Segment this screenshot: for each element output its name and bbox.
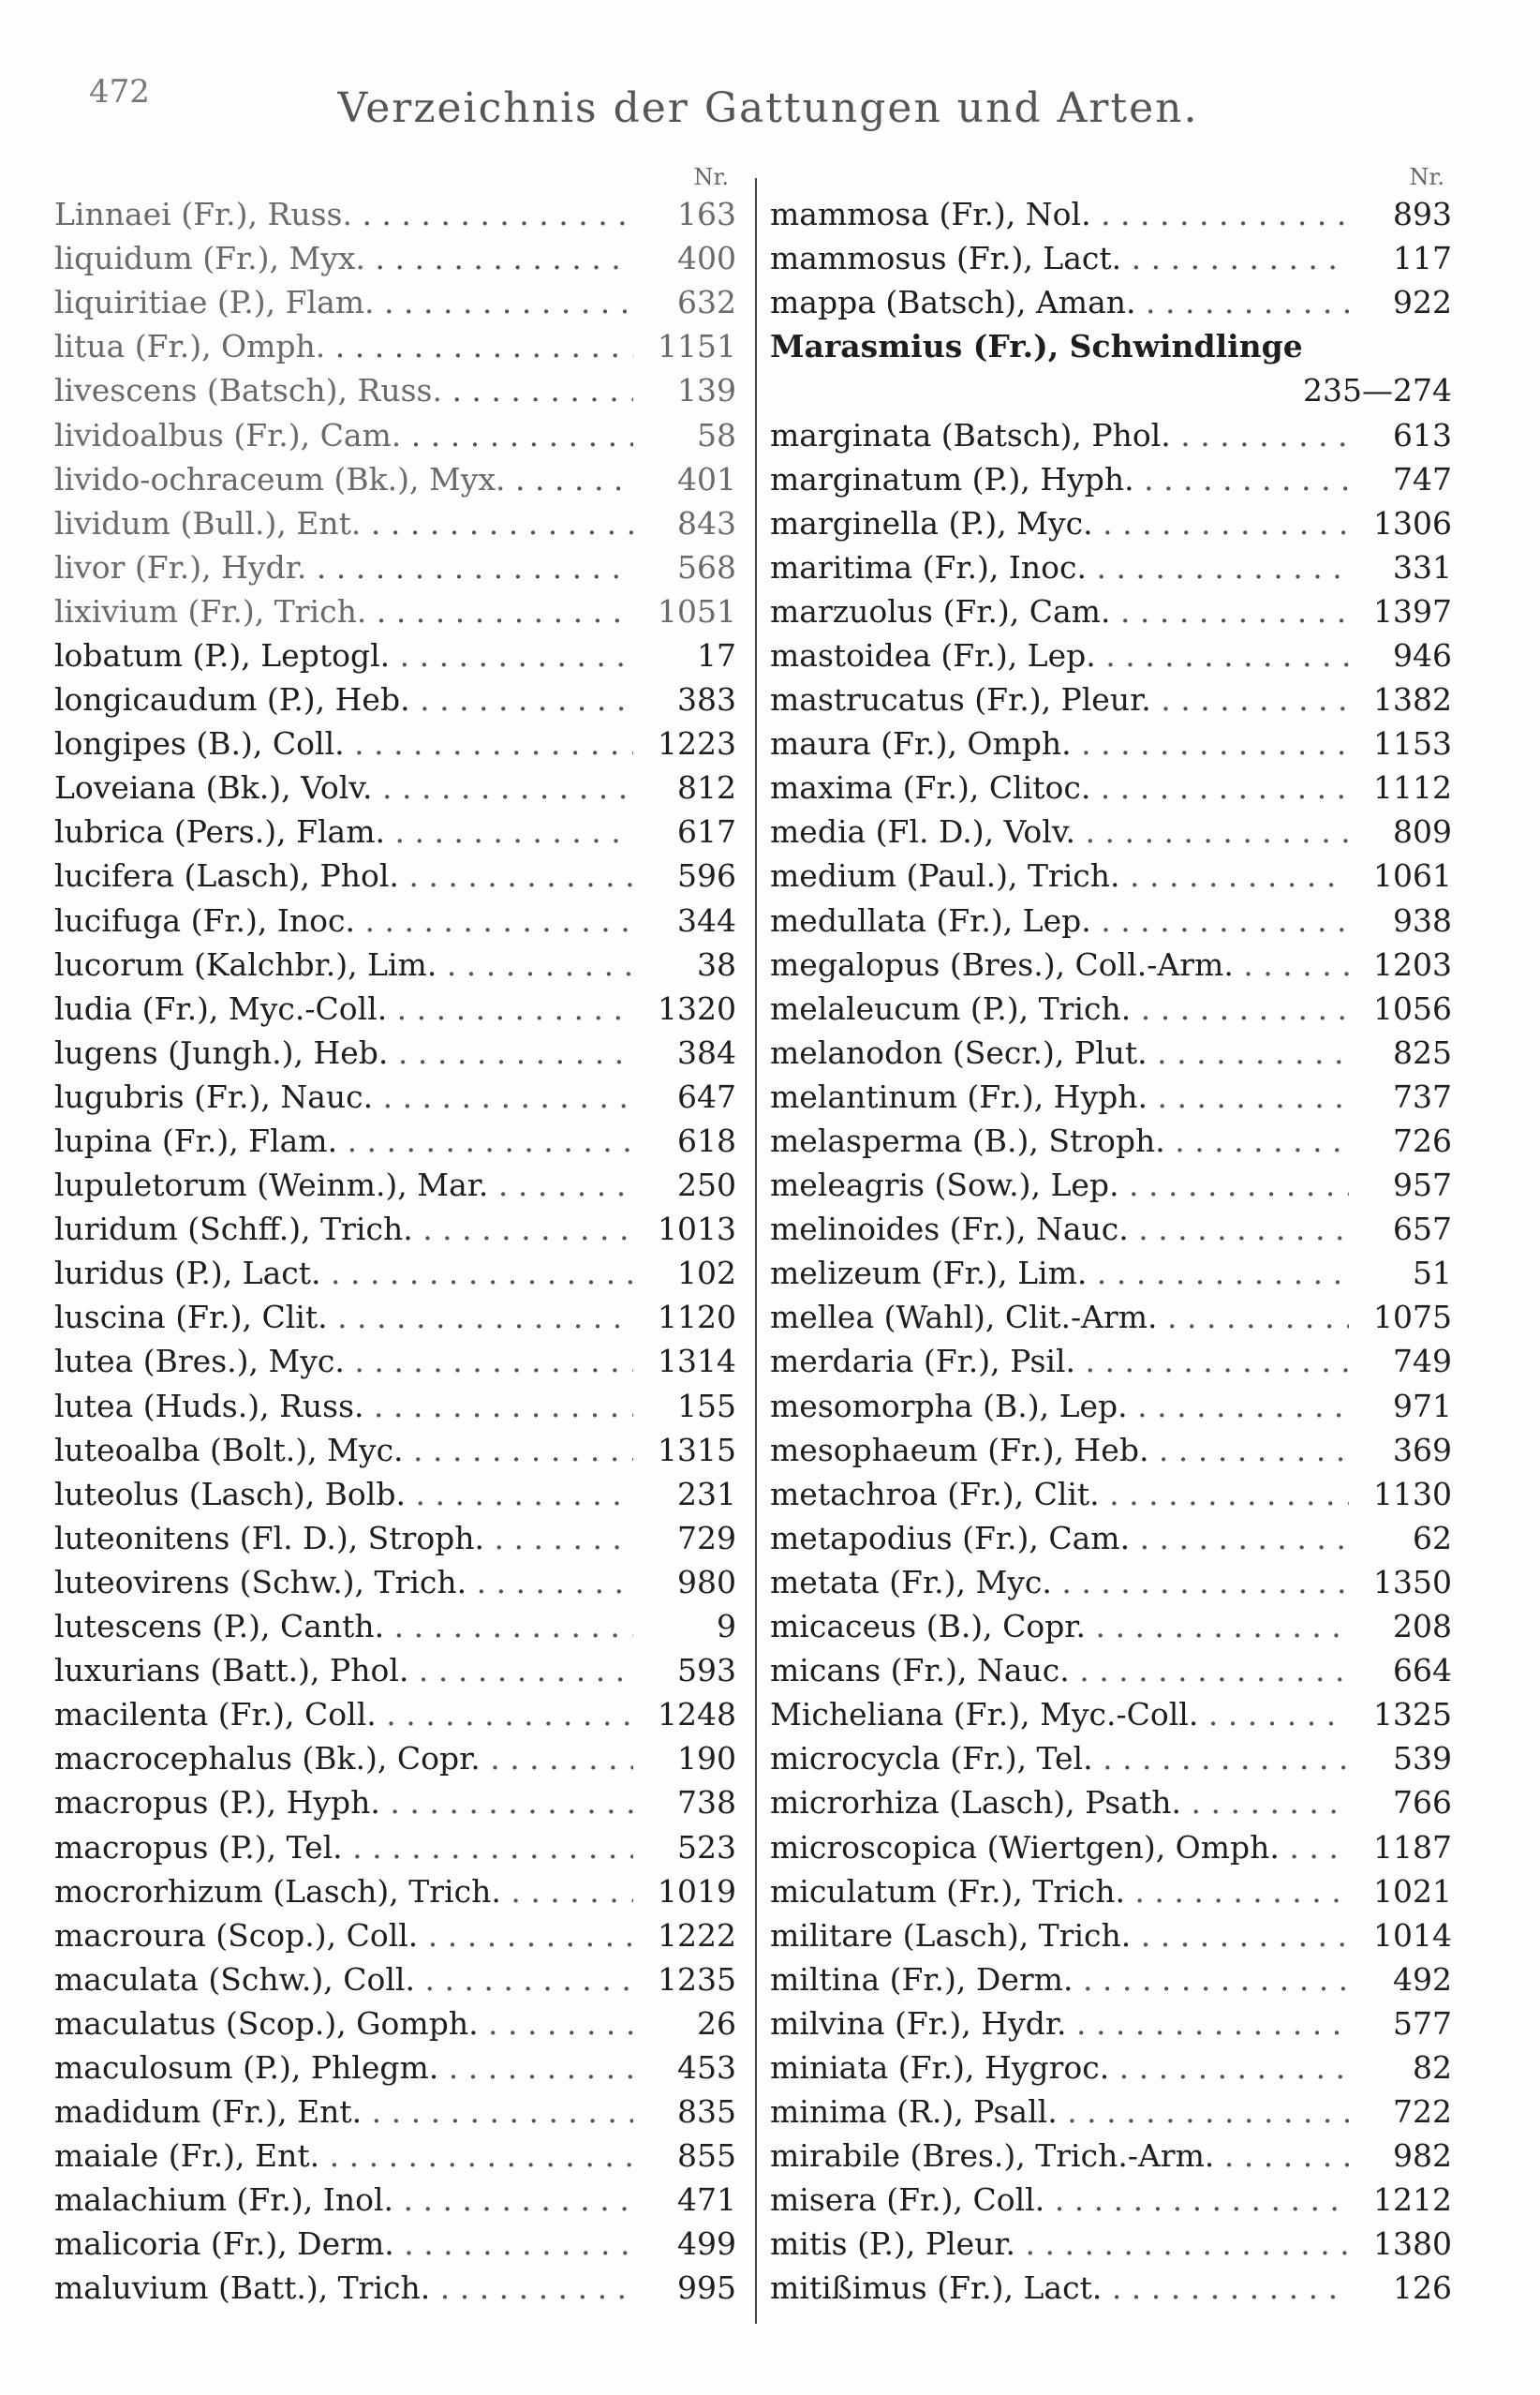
entry-name: luteolus (Lasch), Bolb. . . . xyxy=(54,1476,633,1512)
entry-name: mappa (Batsch), Aman. . . . xyxy=(770,284,1349,320)
left-column-header xyxy=(54,164,748,192)
entry-name: macrocephalus (Bk.), Copr. . . . xyxy=(54,1740,633,1777)
entry-number: 126 xyxy=(1393,2269,1452,2307)
entry-number: 613 xyxy=(1393,416,1452,454)
index-entry xyxy=(54,2266,748,2310)
entry-name: lucifera (Lasch), Phol. . . . xyxy=(54,857,633,894)
entry-name: melaleucum (P.), Trich. . . . xyxy=(770,990,1349,1027)
entry-name: ludia (Fr.), Myc.-Coll. . . . xyxy=(54,990,633,1027)
entry-number: 938 xyxy=(1393,901,1452,939)
entry-name: mirabile (Bres.), Trich.-Arm. . . . xyxy=(770,2137,1349,2174)
index-entry xyxy=(770,545,1463,589)
entry-name: malicoria (Fr.), Derm. . . . xyxy=(54,2225,633,2262)
index-entry xyxy=(770,987,1463,1031)
index-entry xyxy=(54,280,748,324)
entry-number: 163 xyxy=(677,196,736,233)
entry-name: livescens (Batsch), Russ. . . . xyxy=(54,372,633,409)
genus-heading xyxy=(770,324,1463,368)
index-entry xyxy=(770,1869,1463,1913)
index-entry xyxy=(54,1869,748,1913)
entry-number: 1315 xyxy=(658,1431,736,1468)
entry-number: 369 xyxy=(1393,1431,1452,1468)
index-entry xyxy=(770,1295,1463,1339)
entry-number: 1153 xyxy=(1373,725,1452,763)
entry-number: 1325 xyxy=(1373,1696,1452,1733)
index-entry xyxy=(54,1648,748,1692)
index-entry xyxy=(770,589,1463,633)
index-entry xyxy=(54,589,748,633)
entry-number: 664 xyxy=(1393,1652,1452,1689)
index-entry xyxy=(770,2178,1463,2222)
index-entry xyxy=(54,2001,748,2045)
entry-number: 618 xyxy=(677,1123,736,1160)
entry-name: luteoalba (Bolt.), Myc. . . . xyxy=(54,1432,633,1468)
entry-name: macropus (P.), Tel. . . . xyxy=(54,1829,633,1866)
entry-number: 102 xyxy=(677,1255,736,1292)
entry-number: 208 xyxy=(1393,1608,1452,1645)
entry-name: luridus (P.), Lact. . . . xyxy=(54,1255,633,1291)
entry-number: 812 xyxy=(677,769,736,807)
entry-number: 1130 xyxy=(1373,1475,1452,1512)
entry-name: mitißimus (Fr.), Lact. . . . xyxy=(770,2269,1349,2306)
entry-number: 1112 xyxy=(1373,769,1452,807)
index-entry xyxy=(54,1516,748,1560)
entry-number: 1235 xyxy=(658,1960,736,1998)
entry-name: minima (R.), Psall. . . . xyxy=(770,2093,1349,2130)
entry-name: maculosum (P.), Phlegm. . . . xyxy=(54,2049,633,2086)
entry-number: 843 xyxy=(677,504,736,542)
entry-name: mammosa (Fr.), Nol. . . . xyxy=(770,196,1349,232)
index-entry xyxy=(770,1560,1463,1604)
index-entry xyxy=(54,2222,748,2266)
index-entry xyxy=(54,1428,748,1472)
nr-label: Nr. xyxy=(693,164,729,190)
right-column-header xyxy=(770,164,1463,192)
index-entry xyxy=(54,412,748,456)
entry-name: lividum (Bull.), Ent. . . . xyxy=(54,505,633,542)
entry-number: 1306 xyxy=(1373,504,1452,542)
entry-number: 855 xyxy=(677,2137,736,2175)
entry-name: Micheliana (Fr.), Myc.-Coll. . . . xyxy=(770,1696,1349,1733)
entry-name: macroura (Scop.), Coll. . . . xyxy=(54,1917,633,1954)
entry-name: lubrica (Pers.), Flam. . . . xyxy=(54,813,633,850)
entry-name: melantinum (Fr.), Hyph. . . . xyxy=(770,1078,1349,1115)
entry-number: 893 xyxy=(1393,196,1452,233)
index-entry xyxy=(770,192,1463,236)
entry-number: 384 xyxy=(677,1034,736,1071)
entry-name: luteovirens (Schw.), Trich. . . . xyxy=(54,1564,633,1600)
entry-number: 1075 xyxy=(1373,1299,1452,1336)
entry-number: 1014 xyxy=(1373,1916,1452,1954)
entry-number: 747 xyxy=(1393,460,1452,498)
entry-name: lucorum (Kalchbr.), Lim. . . . xyxy=(54,946,633,983)
index-entry xyxy=(54,545,748,589)
index-entry xyxy=(770,899,1463,943)
entry-number: 729 xyxy=(677,1519,736,1556)
index-entry xyxy=(770,1472,1463,1516)
entry-number: 593 xyxy=(677,1652,736,1689)
entry-name: metapodius (Fr.), Cam. . . . xyxy=(770,1520,1349,1556)
index-entry xyxy=(770,1516,1463,1560)
entry-number: 722 xyxy=(1393,2093,1452,2131)
entry-name: marginata (Batsch), Phol. . . . xyxy=(770,417,1349,454)
entry-number: 1380 xyxy=(1373,2225,1452,2263)
entry-name: lucifuga (Fr.), Inoc. . . . xyxy=(54,902,633,939)
entry-name: miculatum (Fr.), Trich. . . . xyxy=(770,1873,1349,1910)
entry-number: 250 xyxy=(677,1167,736,1204)
entry-number: 155 xyxy=(677,1387,736,1424)
entry-name: Linnaei (Fr.), Russ. . . . xyxy=(54,196,633,232)
index-entry xyxy=(770,677,1463,721)
page-number: 472 xyxy=(89,73,150,111)
index-entry xyxy=(770,2090,1463,2134)
right-entry-list-before xyxy=(770,192,1463,324)
entry-name: medium (Paul.), Trich. . . . xyxy=(770,857,1349,894)
entry-name: longipes (B.), Coll. . . . xyxy=(54,725,633,762)
entry-name: liquidum (Fr.), Myx. . . . xyxy=(54,240,633,276)
index-entry xyxy=(770,1736,1463,1780)
entry-name: maxima (Fr.), Clitoc. . . . xyxy=(770,769,1349,806)
index-entry xyxy=(770,633,1463,677)
entry-number: 1151 xyxy=(658,328,736,365)
entry-name: litua (Fr.), Omph. . . . xyxy=(54,328,633,364)
entry-name: marzuolus (Fr.), Cam. . . . xyxy=(770,593,1349,630)
entry-name: lutescens (P.), Canth. . . . xyxy=(54,1608,633,1644)
entry-name: microcycla (Fr.), Tel. . . . xyxy=(770,1740,1349,1777)
entry-name: madidum (Fr.), Ent. . . . xyxy=(54,2093,633,2130)
entry-name: macilenta (Fr.), Coll. . . . xyxy=(54,1696,633,1733)
left-column xyxy=(54,164,748,2311)
entry-name: lupina (Fr.), Flam. . . . xyxy=(54,1123,633,1159)
entry-number: 726 xyxy=(1393,1123,1452,1160)
entry-name: melanodon (Secr.), Plut. . . . xyxy=(770,1034,1349,1071)
entry-number: 971 xyxy=(1393,1387,1452,1424)
index-entry xyxy=(770,943,1463,987)
index-entry xyxy=(770,2045,1463,2090)
index-entry xyxy=(54,1339,748,1383)
entry-name: lobatum (P.), Leptogl. . . . xyxy=(54,637,633,674)
entry-number: 946 xyxy=(1393,636,1452,674)
entry-number: 825 xyxy=(1393,1034,1452,1071)
entry-number: 738 xyxy=(677,1784,736,1822)
entry-number: 1056 xyxy=(1373,989,1452,1027)
entry-name: melasperma (B.), Stroph. . . . xyxy=(770,1123,1349,1159)
entry-number: 139 xyxy=(677,372,736,409)
column-divider xyxy=(755,178,757,2324)
index-entry xyxy=(54,810,748,854)
index-entry xyxy=(770,501,1463,545)
index-entry xyxy=(770,1075,1463,1119)
index-entry xyxy=(54,677,748,721)
entry-name: luridum (Schff.), Trich. . . . xyxy=(54,1211,633,1247)
index-entry xyxy=(54,1913,748,1957)
entry-number: 1314 xyxy=(658,1343,736,1380)
index-entry xyxy=(54,1780,748,1824)
entry-number: 737 xyxy=(1393,1078,1452,1115)
entry-number: 331 xyxy=(1393,548,1452,586)
entry-number: 1061 xyxy=(1373,857,1452,895)
entry-number: 1397 xyxy=(1373,592,1452,630)
entry-name: luscina (Fr.), Clit. . . . xyxy=(54,1299,633,1335)
entry-name: livor (Fr.), Hydr. . . . xyxy=(54,549,633,586)
entry-name: melizeum (Fr.), Lim. . . . xyxy=(770,1255,1349,1291)
entry-name: malachium (Fr.), Inol. . . . xyxy=(54,2181,633,2218)
index-entry xyxy=(54,1472,748,1516)
index-entry xyxy=(54,1031,748,1075)
entry-name: media (Fl. D.), Volv. . . . xyxy=(770,813,1349,850)
genus-range: 235—274 xyxy=(1303,372,1452,409)
entry-number: 577 xyxy=(1393,2004,1452,2042)
entry-name: maiale (Fr.), Ent. . . . xyxy=(54,2137,633,2174)
entry-number: 1013 xyxy=(658,1211,736,1248)
index-entry xyxy=(54,766,748,810)
entry-name: mastoidea (Fr.), Lep. . . . xyxy=(770,637,1349,674)
index-entry xyxy=(54,1251,748,1295)
entry-number: 1187 xyxy=(1373,1828,1452,1866)
entry-name: microscopica (Wiertgen), Omph. . . . xyxy=(770,1829,1349,1866)
index-entry xyxy=(770,1692,1463,1736)
entry-number: 492 xyxy=(1393,1960,1452,1998)
entry-number: 1382 xyxy=(1373,681,1452,719)
entry-name: livido-ochraceum (Bk.), Myx. . . . xyxy=(54,461,633,498)
nr-label: Nr. xyxy=(1409,164,1444,190)
entry-number: 647 xyxy=(677,1078,736,1115)
entry-number: 980 xyxy=(677,1563,736,1600)
entry-name: metata (Fr.), Myc. . . . xyxy=(770,1564,1349,1600)
index-entry xyxy=(770,1207,1463,1251)
index-entry xyxy=(54,1207,748,1251)
entry-name: mesomorpha (B.), Lep. . . . xyxy=(770,1388,1349,1424)
entry-number: 995 xyxy=(677,2269,736,2307)
entry-name: maritima (Fr.), Inoc. . . . xyxy=(770,549,1349,586)
entry-number: 453 xyxy=(677,2048,736,2086)
entry-name: macropus (P.), Hyph. . . . xyxy=(54,1784,633,1821)
entry-number: 117 xyxy=(1393,240,1452,277)
entry-name: mesophaeum (Fr.), Heb. . . . xyxy=(770,1432,1349,1468)
index-entry xyxy=(770,1913,1463,1957)
entry-number: 17 xyxy=(697,636,736,674)
entry-name: megalopus (Bres.), Coll.-Arm. . . . xyxy=(770,946,1349,983)
index-entry xyxy=(54,1736,748,1780)
entry-number: 62 xyxy=(1413,1519,1452,1556)
index-entry xyxy=(770,1824,1463,1868)
index-entry xyxy=(770,2134,1463,2178)
entry-number: 766 xyxy=(1393,1784,1452,1822)
entry-name: marginatum (P.), Hyph. . . . xyxy=(770,461,1349,498)
index-entry xyxy=(770,1119,1463,1163)
entry-name: liquiritiae (P.), Flam. . . . xyxy=(54,284,633,320)
entry-number: 617 xyxy=(677,813,736,851)
right-entry-list-after xyxy=(770,412,1463,2310)
index-entry xyxy=(54,324,748,368)
index-entry xyxy=(770,721,1463,766)
running-title: Verzeichnis der Gattungen und Arten. xyxy=(337,84,1199,132)
entry-number: 344 xyxy=(677,901,736,939)
entry-number: 38 xyxy=(697,945,736,983)
index-entry xyxy=(770,810,1463,854)
index-entry xyxy=(54,1075,748,1119)
index-entry xyxy=(770,2266,1463,2310)
index-entry xyxy=(770,412,1463,456)
index-entry xyxy=(770,1384,1463,1428)
index-entry xyxy=(54,854,748,898)
entry-name: lugens (Jungh.), Heb. . . . xyxy=(54,1034,633,1071)
index-entry xyxy=(770,2222,1463,2266)
index-entry xyxy=(54,1957,748,2001)
entry-name: metachroa (Fr.), Clit. . . . xyxy=(770,1476,1349,1512)
index-entry xyxy=(54,2090,748,2134)
index-entry xyxy=(770,1339,1463,1383)
entry-name: lugubris (Fr.), Nauc. . . . xyxy=(54,1078,633,1115)
entry-number: 383 xyxy=(677,681,736,719)
entry-number: 499 xyxy=(677,2225,736,2263)
index-entry xyxy=(54,1604,748,1648)
entry-name: merdaria (Fr.), Psil. . . . xyxy=(770,1343,1349,1379)
entry-name: micaceus (B.), Copr. . . . xyxy=(770,1608,1349,1644)
index-entry xyxy=(54,1295,748,1339)
entry-number: 51 xyxy=(1413,1255,1452,1292)
index-entry xyxy=(54,457,748,501)
index-entry xyxy=(54,721,748,766)
index-entry xyxy=(770,1428,1463,1472)
entry-name: lupuletorum (Weinm.), Mar. . . . xyxy=(54,1167,633,1203)
index-entry xyxy=(54,2134,748,2178)
entry-number: 1051 xyxy=(658,592,736,630)
entry-name: misera (Fr.), Coll. . . . xyxy=(770,2181,1349,2218)
entry-name: microrhiza (Lasch), Psath. . . . xyxy=(770,1784,1349,1821)
entry-number: 1212 xyxy=(1373,2181,1452,2219)
index-entry xyxy=(770,1780,1463,1824)
entry-name: lutea (Bres.), Myc. . . . xyxy=(54,1343,633,1379)
entry-name: luxurians (Batt.), Phol. . . . xyxy=(54,1652,633,1688)
index-entry xyxy=(54,987,748,1031)
entry-number: 231 xyxy=(677,1475,736,1512)
index-entry xyxy=(770,1604,1463,1648)
entry-name: milvina (Fr.), Hydr. . . . xyxy=(770,2005,1349,2042)
entry-name: micans (Fr.), Nauc. . . . xyxy=(770,1652,1349,1688)
entry-name: Loveiana (Bk.), Volv. . . . xyxy=(54,769,633,806)
index-entry xyxy=(770,766,1463,810)
index-entry xyxy=(54,236,748,280)
entry-number: 1223 xyxy=(658,725,736,763)
entry-number: 26 xyxy=(697,2004,736,2042)
index-entry xyxy=(770,280,1463,324)
index-entry xyxy=(54,1384,748,1428)
entry-name: maluvium (Batt.), Trich. . . . xyxy=(54,2269,633,2306)
index-entry xyxy=(770,2001,1463,2045)
index-entry xyxy=(770,236,1463,280)
index-entry xyxy=(770,854,1463,898)
index-entry xyxy=(770,1957,1463,2001)
index-entry xyxy=(54,1163,748,1207)
entry-number: 1021 xyxy=(1373,1872,1452,1910)
entry-number: 568 xyxy=(677,548,736,586)
entry-number: 1320 xyxy=(658,989,736,1027)
entry-name: lixivium (Fr.), Trich. . . . xyxy=(54,593,633,630)
index-entry xyxy=(770,1648,1463,1692)
entry-name: melinoides (Fr.), Nauc. . . . xyxy=(770,1211,1349,1247)
entry-number: 82 xyxy=(1413,2048,1452,2086)
entry-number: 1019 xyxy=(658,1872,736,1910)
entry-name: marginella (P.), Myc. . . . xyxy=(770,505,1349,542)
entry-name: mellea (Wahl), Clit.-Arm. . . . xyxy=(770,1299,1349,1335)
index-entry xyxy=(54,368,748,412)
page-header xyxy=(89,73,1447,132)
entry-number: 9 xyxy=(717,1608,736,1645)
entry-number: 1120 xyxy=(658,1299,736,1336)
entry-number: 957 xyxy=(1393,1167,1452,1204)
index-entry xyxy=(54,1560,748,1604)
entry-name: mitis (P.), Pleur. . . . xyxy=(770,2225,1349,2262)
index-entry xyxy=(54,2045,748,2090)
entry-number: 471 xyxy=(677,2181,736,2219)
entry-number: 1222 xyxy=(658,1916,736,1954)
entry-name: maura (Fr.), Omph. . . . xyxy=(770,725,1349,762)
entry-number: 523 xyxy=(677,1828,736,1866)
index-entry xyxy=(54,1692,748,1736)
index-entry xyxy=(54,1824,748,1868)
entry-number: 1350 xyxy=(1373,1563,1452,1600)
entry-name: mocrorhizum (Lasch), Trich. . . . xyxy=(54,1873,633,1910)
entry-name: maculatus (Scop.), Gomph. . . . xyxy=(54,2005,633,2042)
entry-name: miltina (Fr.), Derm. . . . xyxy=(770,1961,1349,1998)
entry-name: mammosus (Fr.), Lact. . . . xyxy=(770,240,1349,276)
entry-number: 1248 xyxy=(658,1696,736,1733)
entry-name: luteonitens (Fl. D.), Stroph. . . . xyxy=(54,1520,633,1556)
left-entry-list xyxy=(54,192,748,2311)
entry-number: 835 xyxy=(677,2093,736,2131)
genus-name: Marasmius (Fr.), Schwindlinge xyxy=(770,328,1303,365)
entry-number: 632 xyxy=(677,284,736,321)
entry-number: 809 xyxy=(1393,813,1452,851)
index-entry xyxy=(54,633,748,677)
entry-number: 749 xyxy=(1393,1343,1452,1380)
index-entry xyxy=(54,1119,748,1163)
entry-number: 596 xyxy=(677,857,736,895)
right-column xyxy=(770,164,1463,2311)
index-entry xyxy=(54,899,748,943)
entry-number: 1203 xyxy=(1373,945,1452,983)
index-entry xyxy=(770,1251,1463,1295)
entry-number: 400 xyxy=(677,240,736,277)
entry-name: longicaudum (P.), Heb. . . . xyxy=(54,681,633,718)
entry-name: miniata (Fr.), Hygroc. . . . xyxy=(770,2049,1349,2086)
entry-number: 539 xyxy=(1393,1740,1452,1778)
entry-name: militare (Lasch), Trich. . . . xyxy=(770,1917,1349,1954)
entry-number: 922 xyxy=(1393,284,1452,321)
index-entry xyxy=(770,1031,1463,1075)
entry-number: 190 xyxy=(677,1740,736,1778)
entry-name: lividoalbus (Fr.), Cam. . . . xyxy=(54,417,633,454)
entry-number: 401 xyxy=(677,460,736,498)
index-entry xyxy=(54,192,748,236)
entry-name: medullata (Fr.), Lep. . . . xyxy=(770,902,1349,939)
index-entry xyxy=(54,943,748,987)
entry-number: 657 xyxy=(1393,1211,1452,1248)
index-entry xyxy=(54,2178,748,2222)
entry-name: meleagris (Sow.), Lep. . . . xyxy=(770,1167,1349,1203)
entry-number: 58 xyxy=(697,416,736,454)
entry-name: mastrucatus (Fr.), Pleur. . . . xyxy=(770,681,1349,718)
index-entry xyxy=(54,501,748,545)
entry-name: maculata (Schw.), Coll. . . . xyxy=(54,1961,633,1998)
index-entry xyxy=(770,457,1463,501)
entry-name: lutea (Huds.), Russ. . . . xyxy=(54,1388,633,1424)
index-entry xyxy=(770,1163,1463,1207)
entry-number: 982 xyxy=(1393,2137,1452,2175)
